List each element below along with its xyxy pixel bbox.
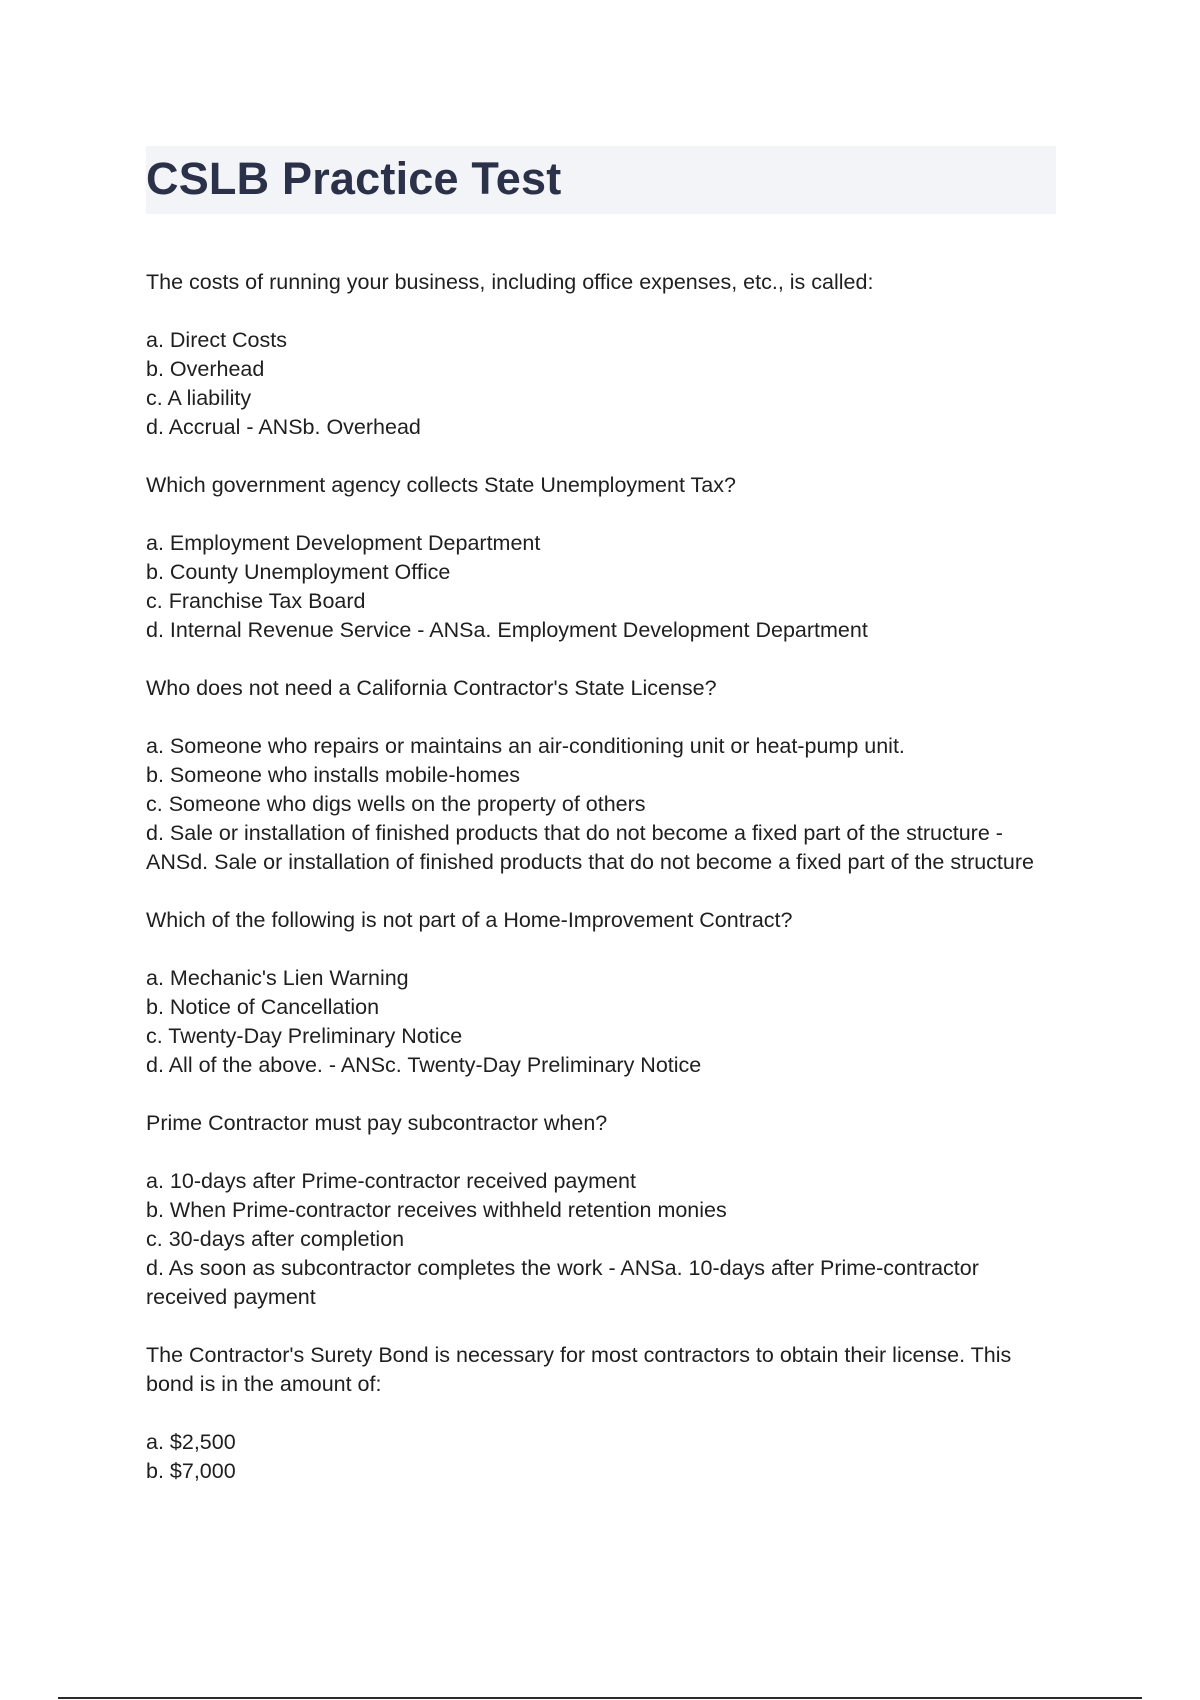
question-item-1 — [146, 268, 1046, 442]
answer-option: b. Notice of Cancellation — [146, 995, 380, 1019]
question-list — [146, 268, 1046, 1515]
answer-option: d. Sale or installation of finished products that do not become a fixed part of the structure - ANSd. Sale or installation of finished products that do not become a fixed part of the structure — [146, 821, 1034, 874]
answer-option: a. Someone who repairs or maintains an air-conditioning unit or heat-pump unit. — [146, 734, 905, 758]
answer-option: b. Someone who installs mobile-homes — [146, 763, 521, 787]
footer-divider — [58, 1697, 1142, 1699]
page-title: CSLB Practice Test — [146, 153, 562, 204]
question-item-3 — [146, 674, 1046, 877]
question-prompt: The costs of running your business, including office expenses, etc., is called: — [146, 270, 874, 294]
answer-option: d. Accrual - ANSb. Overhead — [146, 415, 421, 439]
answer-option: c. Franchise Tax Board — [146, 589, 366, 613]
question-item-6 — [146, 1341, 1046, 1486]
answer-option: a. 10-days after Prime-contractor received payment — [146, 1169, 636, 1193]
answer-option: b. Overhead — [146, 357, 265, 381]
question-prompt: Which of the following is not part of a Home-Improvement Contract? — [146, 908, 793, 932]
answer-option: b. County Unemployment Office — [146, 560, 451, 584]
answer-option: c. 30-days after completion — [146, 1227, 405, 1251]
answer-option: c. A liability — [146, 386, 252, 410]
question-prompt: The Contractor's Surety Bond is necessary for most contractors to obtain their license. This bond is in the amount of: — [146, 1343, 1012, 1396]
question-item-5 — [146, 1109, 1046, 1312]
answer-option: b. When Prime-contractor receives withheld retention monies — [146, 1198, 727, 1222]
answer-option: d. All of the above. - ANSc. Twenty-Day Preliminary Notice — [146, 1053, 702, 1077]
question-item-2 — [146, 471, 1046, 645]
answer-option: c. Twenty-Day Preliminary Notice — [146, 1024, 463, 1048]
answer-option: a. $2,500 — [146, 1430, 236, 1454]
answer-option: a. Mechanic's Lien Warning — [146, 966, 409, 990]
answer-option: d. Internal Revenue Service - ANSa. Employment Development Department — [146, 618, 868, 642]
question-item-4 — [146, 906, 1046, 1080]
question-prompt: Who does not need a California Contractor's State License? — [146, 676, 717, 700]
answer-option: b. $7,000 — [146, 1459, 236, 1483]
answer-option: a. Direct Costs — [146, 328, 287, 352]
answer-option: a. Employment Development Department — [146, 531, 541, 555]
answer-option: d. As soon as subcontractor completes the work - ANSa. 10-days after Prime-contractor received payment — [146, 1256, 979, 1309]
question-prompt: Prime Contractor must pay subcontractor when? — [146, 1111, 608, 1135]
question-prompt: Which government agency collects State Unemployment Tax? — [146, 473, 736, 497]
title-banner — [146, 146, 1056, 214]
answer-option: c. Someone who digs wells on the property of others — [146, 792, 646, 816]
